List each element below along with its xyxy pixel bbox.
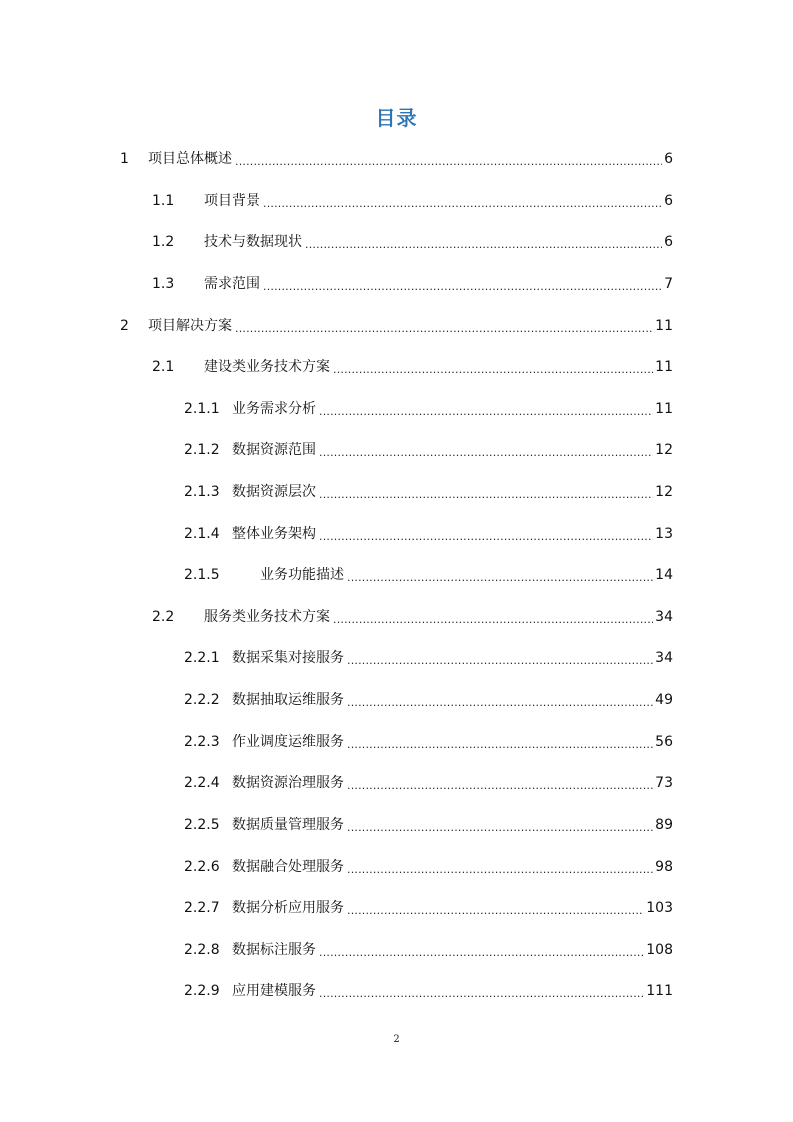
toc-dot-leader bbox=[347, 897, 644, 919]
toc-entry-number: 2 bbox=[120, 318, 129, 334]
toc-entry-page: 11 bbox=[655, 318, 673, 334]
toc-entry-number: 1.3 bbox=[152, 276, 175, 292]
toc-dot-leader bbox=[347, 689, 653, 711]
toc-entry-text: 建设类业务技术方案 bbox=[204, 359, 330, 375]
toc-entry-text: 项目解决方案 bbox=[148, 318, 232, 334]
toc-dot-leader bbox=[347, 772, 653, 794]
toc-dot-leader bbox=[319, 980, 644, 1002]
toc-entry-2-2-7[interactable] bbox=[184, 897, 673, 919]
toc-entry-text: 数据抽取运维服务 bbox=[232, 692, 344, 708]
toc-entry-2-1[interactable] bbox=[152, 356, 673, 378]
page-number: 2 bbox=[393, 1034, 400, 1045]
toc-entry-2-2-5[interactable] bbox=[184, 814, 673, 836]
toc-entry-number: 2.2.5 bbox=[184, 817, 220, 833]
toc-dot-leader bbox=[319, 523, 653, 545]
toc-entry-2-2[interactable] bbox=[152, 606, 673, 628]
toc-entry-2-2-3[interactable] bbox=[184, 731, 673, 753]
toc-entry-number: 2.2.8 bbox=[184, 942, 220, 958]
toc-entry-text: 数据采集对接服务 bbox=[232, 650, 344, 666]
toc-entry-1-1[interactable] bbox=[152, 190, 673, 212]
toc-dot-leader bbox=[347, 564, 653, 586]
toc-entry-2-1-1[interactable] bbox=[184, 398, 673, 420]
toc-entry-number: 2.1.2 bbox=[184, 442, 220, 458]
toc-entry-page: 6 bbox=[664, 193, 673, 209]
toc-entry-page: 6 bbox=[664, 234, 673, 250]
toc-entry-number: 2.1.4 bbox=[184, 526, 220, 542]
toc-entry-page: 111 bbox=[646, 983, 673, 999]
toc-dot-leader bbox=[305, 231, 662, 253]
toc-dot-leader bbox=[319, 439, 653, 461]
toc-entry-text: 数据融合处理服务 bbox=[232, 859, 344, 875]
toc-entry-2-1-2[interactable] bbox=[184, 439, 673, 461]
toc-entry-number: 2.2.9 bbox=[184, 983, 220, 999]
toc-entry-text: 作业调度运维服务 bbox=[232, 734, 344, 750]
toc-entry-page: 34 bbox=[655, 650, 673, 666]
toc-dot-leader bbox=[347, 731, 653, 753]
toc-entry-number: 2.1.5 bbox=[184, 567, 220, 583]
toc-entry-number: 2.2.7 bbox=[184, 900, 220, 916]
toc-entry-page: 6 bbox=[664, 151, 673, 167]
toc-entry-2-2-6[interactable] bbox=[184, 856, 673, 878]
toc-dot-leader bbox=[319, 939, 644, 961]
toc-dot-leader bbox=[235, 315, 653, 337]
toc-entry-2-2-8[interactable] bbox=[184, 939, 673, 961]
toc-entry-number: 2.2.1 bbox=[184, 650, 220, 666]
toc-entry-text: 整体业务架构 bbox=[232, 526, 316, 542]
toc-entry-page: 73 bbox=[655, 775, 673, 791]
toc-entry-text: 项目总体概述 bbox=[148, 151, 232, 167]
toc-entry-number: 2.2.2 bbox=[184, 692, 220, 708]
toc-entry-text: 数据标注服务 bbox=[232, 942, 316, 958]
toc-entry-2-2-1[interactable] bbox=[184, 647, 673, 669]
toc-entry-2-1-5[interactable] bbox=[184, 564, 673, 586]
toc-entry-2-1-3[interactable] bbox=[184, 481, 673, 503]
toc-dot-leader bbox=[333, 356, 653, 378]
toc-entry-1-2[interactable] bbox=[152, 231, 673, 253]
toc-dot-leader bbox=[319, 481, 653, 503]
toc-entry-text: 业务需求分析 bbox=[232, 401, 316, 417]
toc-entry-page: 13 bbox=[655, 526, 673, 542]
toc-entry-page: 34 bbox=[655, 609, 673, 625]
toc-entry-text: 业务功能描述 bbox=[260, 567, 344, 583]
toc-dot-leader bbox=[347, 814, 653, 836]
toc-entry-page: 11 bbox=[655, 401, 673, 417]
toc-entry-number: 1.1 bbox=[152, 193, 175, 209]
toc-entry-page: 108 bbox=[646, 942, 673, 958]
toc-entry-page: 7 bbox=[664, 276, 673, 292]
toc-entry-text: 数据资源范围 bbox=[232, 442, 316, 458]
toc-entry-2-2-4[interactable] bbox=[184, 772, 673, 794]
toc-entry-page: 103 bbox=[646, 900, 673, 916]
toc-entry-page: 14 bbox=[655, 567, 673, 583]
toc-entry-number: 2.2 bbox=[152, 609, 175, 625]
toc-entry-1-3[interactable] bbox=[152, 273, 673, 295]
toc-entry-page: 56 bbox=[655, 734, 673, 750]
toc-entry-text: 服务类业务技术方案 bbox=[204, 609, 330, 625]
toc-entry-number: 2.2.4 bbox=[184, 775, 220, 791]
toc-entry-text: 技术与数据现状 bbox=[204, 234, 302, 250]
toc-dot-leader bbox=[333, 606, 653, 628]
toc-entry-number: 2.2.3 bbox=[184, 734, 220, 750]
toc-entry-text: 需求范围 bbox=[204, 276, 260, 292]
toc-entry-number: 2.1.1 bbox=[184, 401, 220, 417]
toc-entry-1[interactable] bbox=[120, 148, 673, 170]
toc-entry-number: 2.1.3 bbox=[184, 484, 220, 500]
toc-entry-page: 11 bbox=[655, 359, 673, 375]
toc-entry-text: 数据资源治理服务 bbox=[232, 775, 344, 791]
toc-entry-2-2-9[interactable] bbox=[184, 980, 673, 1002]
toc-entry-2[interactable] bbox=[120, 315, 673, 337]
toc-entry-text: 应用建模服务 bbox=[232, 983, 316, 999]
toc-entry-number: 2.2.6 bbox=[184, 859, 220, 875]
toc-entry-2-1-4[interactable] bbox=[184, 523, 673, 545]
toc-entry-text: 数据质量管理服务 bbox=[232, 817, 344, 833]
toc-entry-2-2-2[interactable] bbox=[184, 689, 673, 711]
toc-dot-leader bbox=[263, 190, 662, 212]
toc-entry-page: 12 bbox=[655, 484, 673, 500]
toc-entry-page: 12 bbox=[655, 442, 673, 458]
toc-dot-leader bbox=[263, 273, 662, 295]
toc-dot-leader bbox=[319, 398, 653, 420]
toc-entry-number: 1 bbox=[120, 151, 129, 167]
toc-entry-number: 2.1 bbox=[152, 359, 175, 375]
toc-entry-text: 项目背景 bbox=[204, 193, 260, 209]
toc-entry-text: 数据资源层次 bbox=[232, 484, 316, 500]
toc-dot-leader bbox=[347, 856, 653, 878]
toc-entry-text: 数据分析应用服务 bbox=[232, 900, 344, 916]
toc-entry-page: 89 bbox=[655, 817, 673, 833]
toc-entry-page: 98 bbox=[655, 859, 673, 875]
toc-entry-number: 1.2 bbox=[152, 234, 175, 250]
toc-dot-leader bbox=[347, 647, 653, 669]
toc-dot-leader bbox=[235, 148, 662, 170]
toc-entry-page: 49 bbox=[655, 692, 673, 708]
toc-title: 目录 bbox=[375, 106, 418, 130]
